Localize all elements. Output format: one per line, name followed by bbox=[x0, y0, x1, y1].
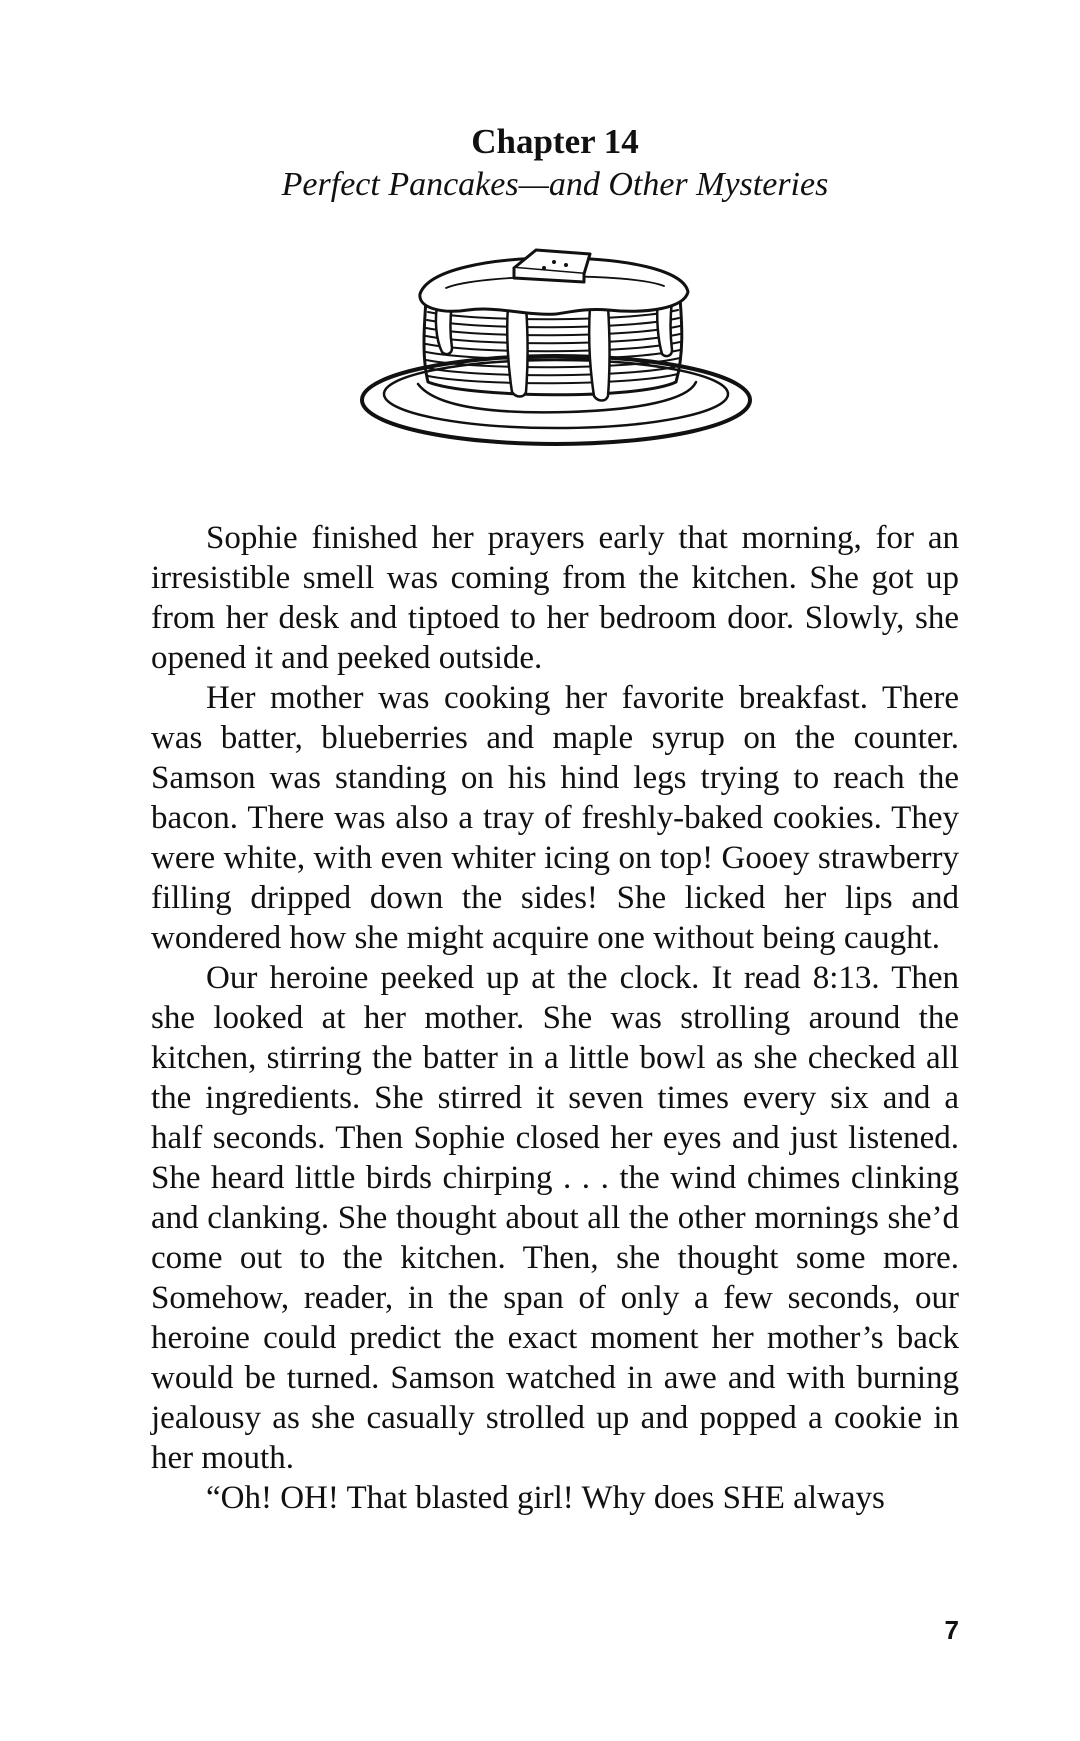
paragraph-1: Sophie finished her prayers early that morning, for an irresistible smell was coming from the kitchen. She got up from her desk and tiptoed to her bedroom door. Slowly, she opened it and peeked outside. bbox=[151, 520, 959, 676]
chapter-subtitle: Perfect Pancakes—and Other Mysteries bbox=[281, 166, 829, 203]
paragraph-4: “Oh! OH! That blasted girl! Why does SHE always bbox=[206, 1480, 885, 1516]
body-text bbox=[151, 518, 959, 1518]
page-number: 7 bbox=[944, 1615, 959, 1645]
pancake-stack-icon bbox=[358, 248, 754, 464]
chapter-title: Chapter 14 bbox=[471, 122, 639, 161]
paragraph-2: Her mother was cooking her favorite breakfast. There was batter, blueberries and maple syrup on the counter. Samson was standing on his hind legs trying to reach the bacon. There was also a tray of freshly-baked cookies. They were white, with even whiter icing on top! Gooey strawberry filling dripped down the sides! She licked her lips and wondered how she might acquire one without being caught. bbox=[151, 680, 959, 956]
paragraph-3: Our heroine peeked up at the clock. It read 8:13. Then she looked at her mother. She was strolling around the kitchen, stirring the batter in a little bowl as she checked all the ingredients. She stirred it seven times every six and a half seconds. Then Sophie closed her eyes and just listened. She heard little birds chirping . . . the wind chimes clinking and clanking. She thought about all the other mornings she’d come out to the kitchen. Then, she thought some more. Somehow, reader, in the span of only a few seconds, our heroine could predict the exact moment her mother’s back would be turned. Samson watched in awe and with burning jealousy as she casually strolled up and popped a cookie in her mouth. bbox=[151, 960, 959, 1476]
